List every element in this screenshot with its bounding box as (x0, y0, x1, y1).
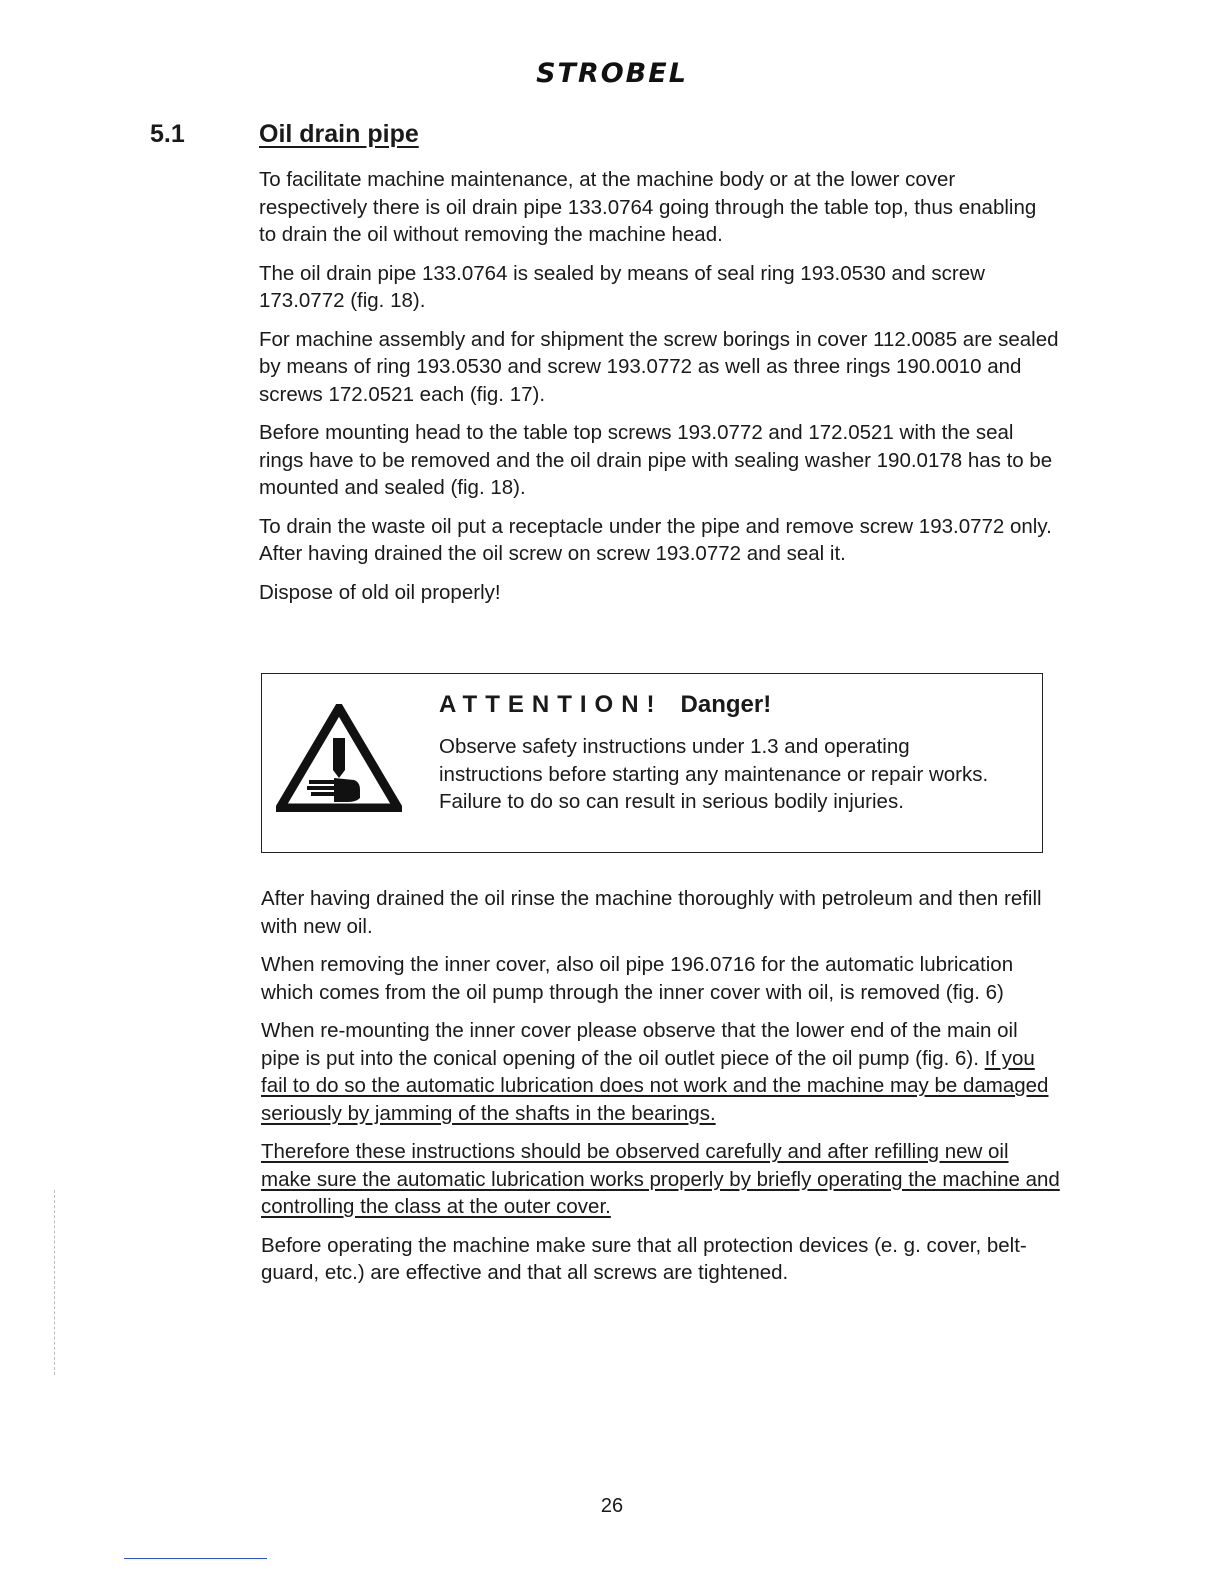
body-text-top (259, 166, 1059, 617)
paragraph: Before mounting head to the table top screws 193.0772 and 172.0521 with the seal rings have to be removed and the oil drain pipe with sealing washer 190.0178 has to be mounted and sealed (fig. 18). (259, 421, 1053, 499)
body-text-bottom (261, 885, 1061, 1298)
danger-label: Danger! (680, 691, 772, 718)
paragraph: To drain the waste oil put a receptacle under the pipe and remove screw 193.0772 only. After having drained the oil screw on screw 193.0772 and seal it. (259, 514, 1052, 565)
paragraph-plain-part: When re-mounting the inner cover please observe that the lower end of the main oil pipe is put into the conical opening of the oil outlet piece of the oil pump (fig. 6). (261, 1019, 1018, 1070)
paragraph: After having drained the oil rinse the machine thoroughly with petroleum and then refill with new oil. (261, 887, 1042, 938)
paragraph: Dispose of old oil properly! (259, 580, 501, 604)
paragraph: For machine assembly and for shipment the screw borings in cover 112.0085 are sealed by means of ring 193.0530 and screw 193.0772 as well as three rings 190.0010 and screws 172.0521 each (fig. 17). (259, 327, 1059, 406)
page-number: 26 (600, 1495, 624, 1517)
section-number: 5.1 (150, 120, 185, 148)
section-title: Oil drain pipe (259, 120, 419, 148)
margin-mark (54, 1190, 55, 1375)
company-logo: STROBEL (536, 58, 688, 89)
attention-label: ATTENTION! (439, 691, 663, 718)
warning-text: Observe safety instructions under 1.3 and operating instructions before starting any maintenance or repair works. Failure to do so can result in serious bodily injuries. (439, 735, 989, 813)
paragraph (261, 1017, 1061, 1127)
hand-crush-warning-icon (276, 704, 402, 812)
paragraph: When removing the inner cover, also oil pipe 196.0716 for the automatic lubrication which comes from the oil pump through the inner cover with oil, is removed (fig. 6) (261, 953, 1014, 1004)
paragraph: To facilitate machine maintenance, at the machine body or at the lower cover respectively there is oil drain pipe 133.0764 going through the table top, thus enabling to drain the oil without removing the machine head. (259, 168, 1037, 246)
underlined-paragraph: Therefore these instructions should be observed carefully and after refilling new oil make sure the automatic lubrication works properly by briefly operating the machine and controlling the class at the outer cover. (261, 1140, 1060, 1218)
paragraph: Before operating the machine make sure that all protection devices (e. g. cover, belt-guard, etc.) are effective and that all screws are tightened. (261, 1233, 1027, 1284)
footer-line (124, 1558, 267, 1559)
paragraph-underlined-part: If you fail to do so the automatic lubrication does not work and the machine may be damaged seriously by jamming of the shafts in the bearings. (261, 1046, 1049, 1125)
warning-heading (439, 691, 771, 719)
paragraph: The oil drain pipe 133.0764 is sealed by means of seal ring 193.0530 and screw 173.0772 (fig. 18). (259, 261, 985, 312)
warning-box (261, 673, 1043, 853)
